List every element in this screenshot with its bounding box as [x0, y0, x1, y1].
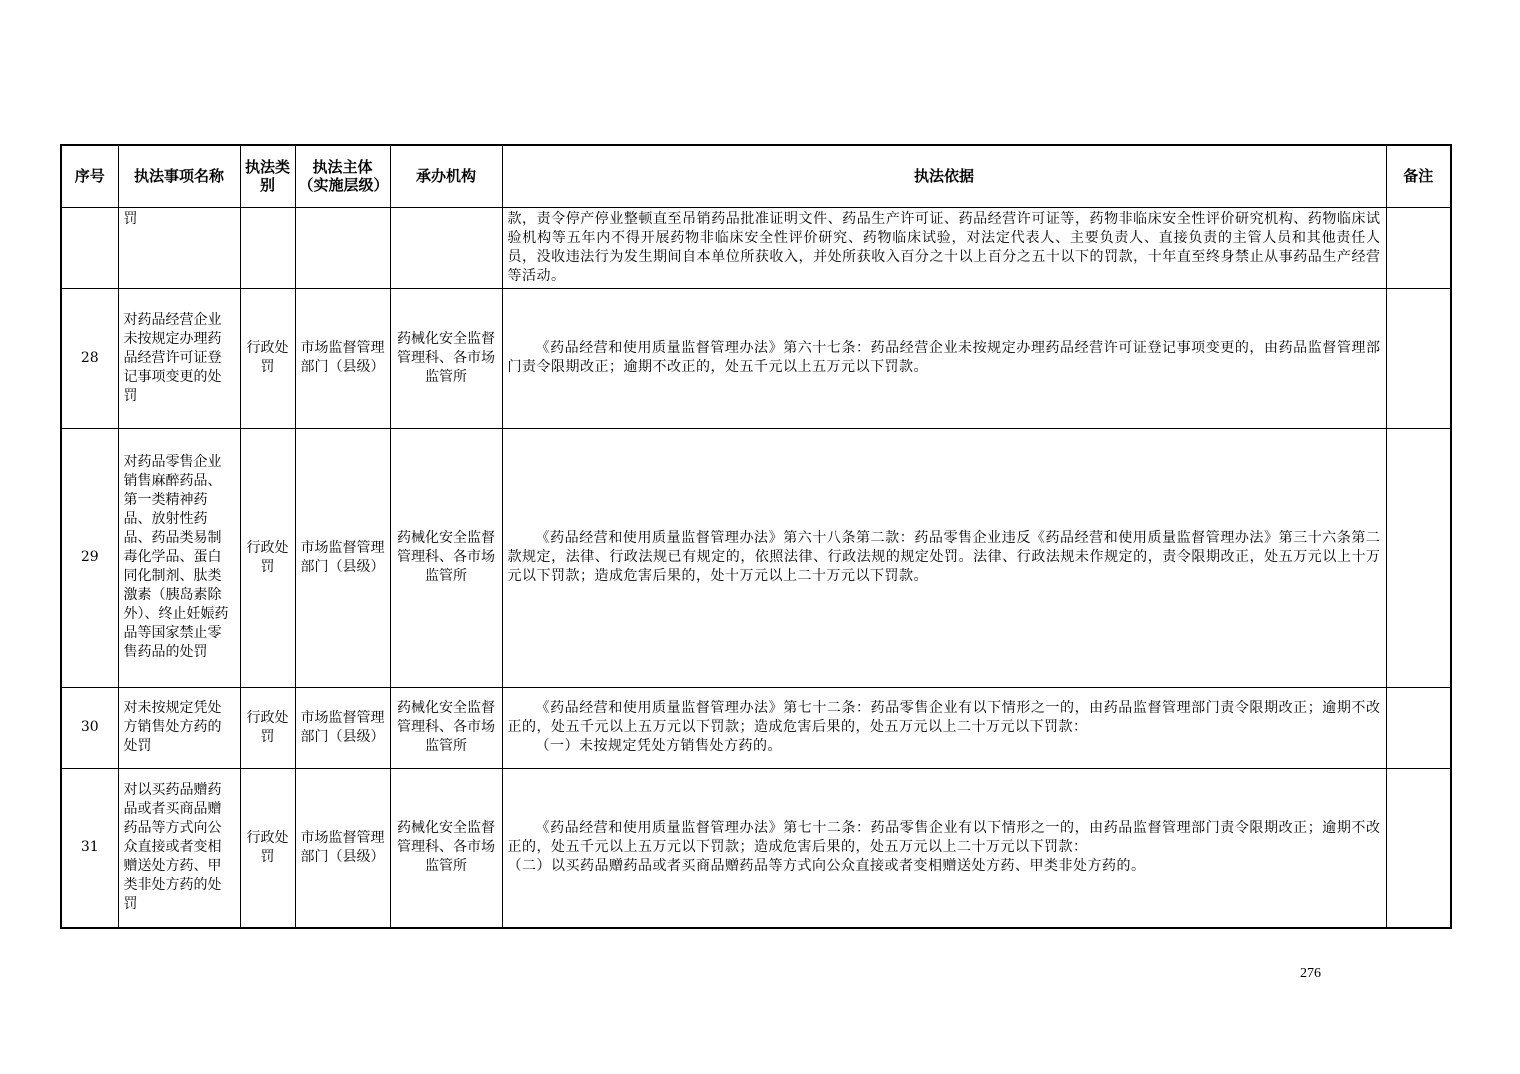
table-row	[61, 768, 1451, 928]
cell-no	[61, 207, 118, 288]
cell-note	[1386, 428, 1451, 687]
cell-basis	[502, 428, 1386, 687]
enforcement-table	[60, 144, 1452, 929]
cell-basis: 款，责令停产停业整顿直至吊销药品批准证明文件、药品生产许可证、药品经营许可证等，药物非临床安全性评价研究机构、药物临床试验机构等五年内不得开展药物非临床安全性评价研究、药物临床试验，对法定代表人、主要负责人、直接负责的主管人员和其他责任人员，没收违法行为发生期间自本单位所获收入，并处所获收入百分之十以上百分之五十以下的罚款，十年直至终身禁止从事药品生产经营等活动。	[502, 207, 1386, 288]
cell-subject	[295, 207, 390, 288]
cell-name: 对以买药品赠药品或者买商品赠药品等方式向公众直接或者变相赠送处方药、甲类非处方药的处罚	[118, 768, 240, 928]
header-basis: 执法依据	[502, 145, 1386, 207]
header-no: 序号	[61, 145, 118, 207]
header-name: 执法事项名称	[118, 145, 240, 207]
table-row-continued	[61, 207, 1451, 288]
basis-paragraph: 《药品经营和使用质量监督管理办法》第六十七条：药品经营企业未按规定办理药品经营许可证登记事项变更的，由药品监督管理部门责令限期改正；逾期不改正的，处五千元以上五万元以下罚款。	[507, 340, 1381, 375]
cell-note	[1386, 207, 1451, 288]
cell-no: 30	[61, 687, 118, 768]
header-org: 承办机构	[390, 145, 502, 207]
cell-basis	[502, 768, 1386, 928]
basis-paragraph: 《药品经营和使用质量监督管理办法》第六十八条第二款：药品零售企业违反《药品经营和使用质量监督管理办法》第三十六条第二款规定，法律、行政法规已有规定的，依照法律、行政法规的规定处罚。法律、行政法规未作规定的，责令限期改正，处五万元以上十万元以下罚款；造成危害后果的，处十万元以上二十万元以下罚款。	[507, 530, 1381, 584]
cell-note	[1386, 288, 1451, 428]
cell-subject: 市场监督管理部门（县级）	[295, 428, 390, 687]
cell-category: 行政处罚	[240, 428, 295, 687]
cell-name: 对药品经营企业未按规定办理药品经营许可证登记事项变更的处罚	[118, 288, 240, 428]
basis-item: （二）以买药品赠药品或者买商品赠药品等方式向公众直接或者变相赠送处方药、甲类非处方药的。	[507, 858, 1146, 875]
cell-category: 行政处罚	[240, 687, 295, 768]
basis-paragraph: 《药品经营和使用质量监督管理办法》第七十二条：药品零售企业有以下情形之一的，由药品监督管理部门责令限期改正；逾期不改正的，处五千元以上五万元以下罚款；造成危害后果的，处五万元以上二十万元以下罚款：	[507, 700, 1381, 735]
cell-no: 28	[61, 288, 118, 428]
cell-name: 对药品零售企业销售麻醉药品、第一类精神药品、放射性药品、药品类易制毒化学品、蛋白同化制剂、肽类激素（胰岛素除外）、终止妊娠药品等国家禁止零售药品的处罚	[118, 428, 240, 687]
cell-subject: 市场监督管理部门（县级）	[295, 768, 390, 928]
table-row	[61, 428, 1451, 687]
table-row	[61, 288, 1451, 428]
cell-subject: 市场监督管理部门（县级）	[295, 687, 390, 768]
header-subject: 执法主体（实施层级）	[295, 145, 390, 207]
cell-org	[390, 207, 502, 288]
cell-basis	[502, 687, 1386, 768]
cell-category	[240, 207, 295, 288]
cell-name: 对未按规定凭处方销售处方药的处罚	[118, 687, 240, 768]
cell-basis	[502, 288, 1386, 428]
cell-org: 药械化安全监督管理科、各市场监管所	[390, 687, 502, 768]
cell-no: 29	[61, 428, 118, 687]
table-row	[61, 687, 1451, 768]
cell-org: 药械化安全监督管理科、各市场监管所	[390, 768, 502, 928]
cell-org: 药械化安全监督管理科、各市场监管所	[390, 288, 502, 428]
basis-paragraph: 《药品经营和使用质量监督管理办法》第七十二条：药品零售企业有以下情形之一的，由药品监督管理部门责令限期改正；逾期不改正的，处五千元以上五万元以下罚款；造成危害后果的，处五万元以上二十万元以下罚款：	[507, 820, 1381, 856]
cell-note	[1386, 687, 1451, 768]
page-number: 276	[1300, 966, 1321, 981]
header-category: 执法类别	[240, 145, 295, 207]
cell-category: 行政处罚	[240, 288, 295, 428]
basis-item: （一）未按规定凭处方销售处方药的。	[535, 738, 782, 754]
header-note: 备注	[1386, 145, 1451, 207]
cell-no: 31	[61, 768, 118, 928]
cell-name: 罚	[118, 207, 240, 288]
cell-subject: 市场监督管理部门（县级）	[295, 288, 390, 428]
cell-note	[1386, 768, 1451, 928]
cell-org: 药械化安全监督管理科、各市场监管所	[390, 428, 502, 687]
cell-category: 行政处罚	[240, 768, 295, 928]
header-row	[61, 145, 1451, 207]
